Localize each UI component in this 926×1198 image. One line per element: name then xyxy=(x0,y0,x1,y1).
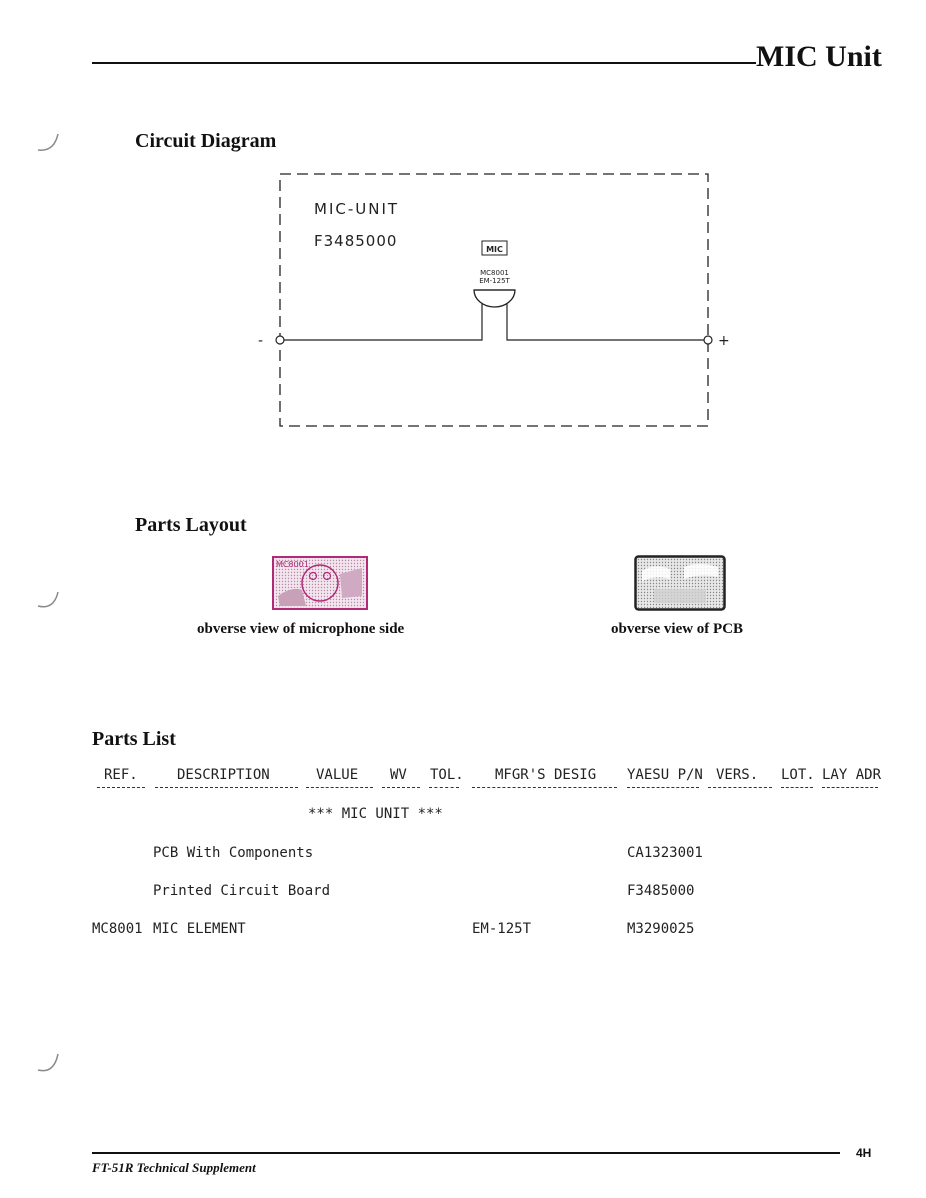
col-header-vers: VERS. xyxy=(716,767,759,783)
header-underline xyxy=(627,787,699,788)
page-number: 4H xyxy=(856,1146,872,1160)
punch-hole-mark xyxy=(28,1040,68,1080)
group-title: *** MIC UNIT *** xyxy=(308,806,443,822)
header-underline xyxy=(781,787,813,788)
col-header-lot: LOT. xyxy=(781,767,815,783)
parts-list-title: Parts List xyxy=(92,728,176,750)
microphone-symbol xyxy=(474,290,515,307)
punch-hole-mark xyxy=(28,580,68,620)
parts-layout-title: Parts Layout xyxy=(135,514,247,536)
mic-side-ref: MC8001 xyxy=(276,560,309,569)
punch-hole-mark xyxy=(28,120,68,160)
unit-part-label: F3485000 xyxy=(314,232,398,250)
footer-doc-title: FT-51R Technical Supplement xyxy=(92,1160,256,1175)
table-row-description: Printed Circuit Board xyxy=(153,883,331,899)
header-rule xyxy=(92,62,756,64)
pcb-caption: obverse view of PCB xyxy=(611,621,744,637)
terminal-positive-label: + xyxy=(718,333,730,349)
table-row-mfgr: EM-125T xyxy=(472,921,532,937)
mic-ref-label: MC8001 xyxy=(480,269,509,277)
table-row-ref: MC8001 xyxy=(92,921,143,937)
header-underline xyxy=(155,787,298,788)
page-title: MIC Unit xyxy=(756,40,882,73)
header-underline xyxy=(708,787,772,788)
col-header-description: DESCRIPTION xyxy=(177,767,270,783)
col-header-yaesu: YAESU P/N xyxy=(627,767,703,783)
col-header-wv: WV xyxy=(390,767,407,783)
header-underline xyxy=(472,787,617,788)
header-underline xyxy=(429,787,459,788)
terminal-negative-label: - xyxy=(258,333,264,349)
table-row-yaesu-pn: F3485000 xyxy=(627,883,695,899)
circuit-diagram xyxy=(252,164,742,440)
mic-lead-positive xyxy=(507,303,708,340)
table-row-yaesu-pn: CA1323001 xyxy=(627,845,703,861)
col-header-tol: TOL. xyxy=(430,767,464,783)
microphone-side-image xyxy=(272,556,368,610)
terminal-positive xyxy=(704,336,712,344)
pcb-image xyxy=(634,555,726,611)
col-header-ref: REF. xyxy=(104,767,138,783)
header-underline xyxy=(822,787,878,788)
col-header-lay: LAY ADR xyxy=(822,767,882,783)
unit-name-label: MIC-UNIT xyxy=(314,200,400,218)
footer-rule xyxy=(92,1152,840,1154)
header-underline xyxy=(382,787,420,788)
col-header-mfgr: MFGR'S DESIG xyxy=(495,767,597,783)
col-header-value: VALUE xyxy=(316,767,359,783)
table-row-description: MIC ELEMENT xyxy=(153,921,246,937)
terminal-negative xyxy=(276,336,284,344)
header-underline xyxy=(97,787,145,788)
table-row-yaesu-pn: M3290025 xyxy=(627,921,695,937)
circuit-diagram-title: Circuit Diagram xyxy=(135,130,277,152)
microphone-side-caption: obverse view of microphone side xyxy=(197,621,405,637)
mic-tag: MIC xyxy=(486,245,503,254)
table-row-description: PCB With Components xyxy=(153,845,314,861)
header-underline xyxy=(306,787,373,788)
mic-lead-negative xyxy=(280,303,482,340)
mic-model-label: EM-125T xyxy=(479,277,510,285)
